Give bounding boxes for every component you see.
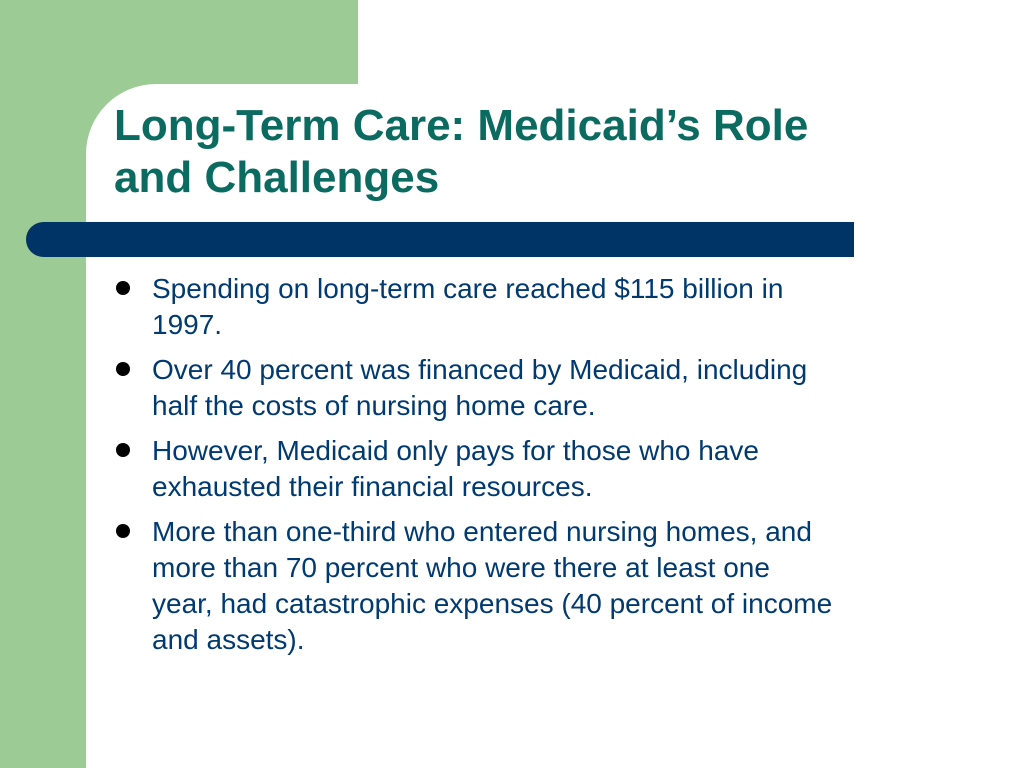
bullet-dot-icon: [116, 524, 130, 538]
title-divider-bar: [26, 222, 854, 257]
bullet-dot-icon: [116, 281, 130, 295]
bullet-item: [108, 433, 1008, 505]
bullet-text: More than one-third who entered nursing homes, and more than 70 percent who were there at least one year, had catastrophic expenses (40 percent of income and assets).: [152, 516, 833, 655]
bullet-item: [108, 271, 1008, 343]
slide-title-line: and Challenges: [114, 153, 440, 202]
bullet-item: [108, 514, 1008, 658]
slide-title-line: Long-Term Care: Medicaid’s Role: [114, 101, 809, 150]
bullet-dot-icon: [116, 362, 130, 376]
bullet-list: [108, 271, 1008, 667]
bullet-text: Over 40 percent was financed by Medicaid, including half the costs of nursing home care.: [152, 354, 808, 421]
bullet-dot-icon: [116, 443, 130, 457]
bullet-item: [108, 352, 1008, 424]
bullet-text: Spending on long-term care reached $115 billion in 1997.: [152, 273, 784, 340]
bullet-text: However, Medicaid only pays for those who have exhausted their financial resources.: [152, 435, 759, 502]
slide-title: [114, 100, 994, 204]
